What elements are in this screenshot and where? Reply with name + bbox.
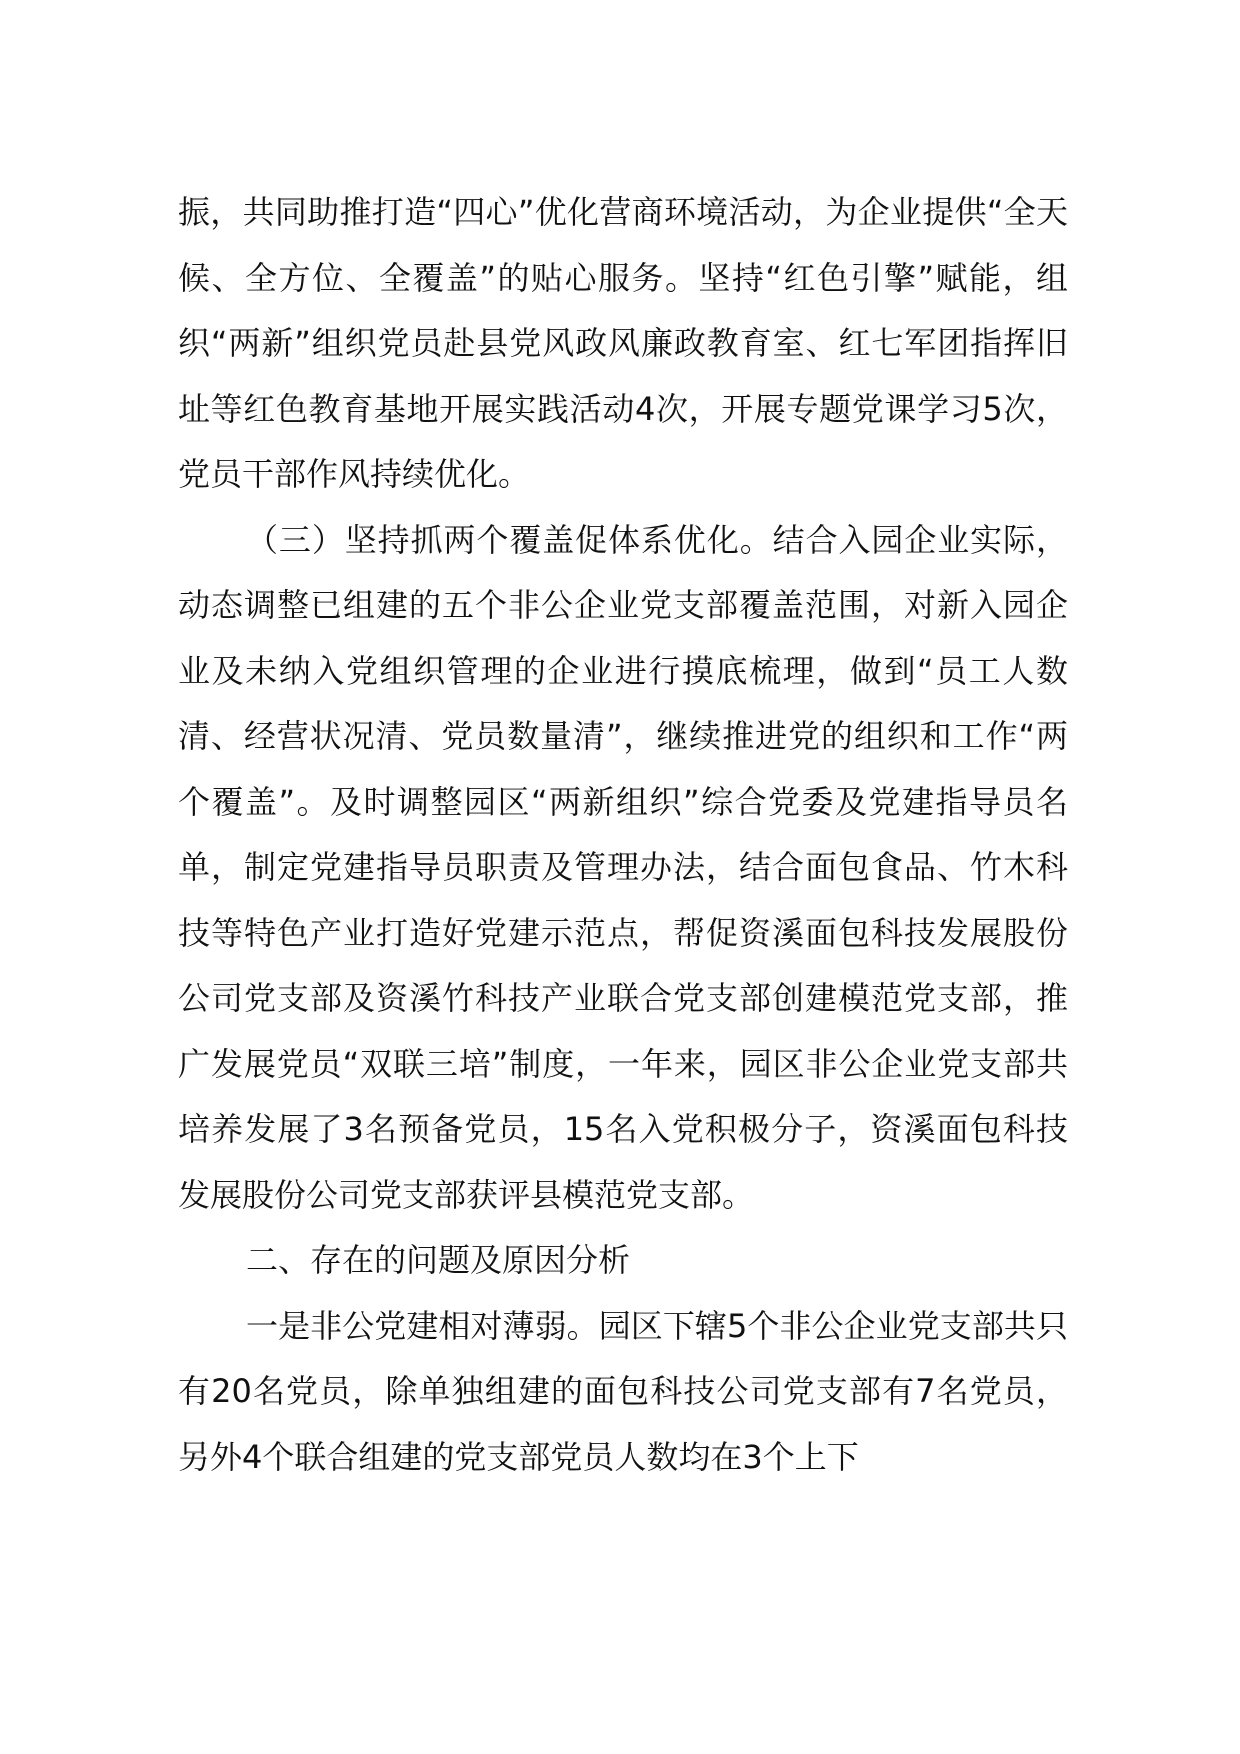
- section-heading-problems: 二、存在的问题及原因分析: [246, 1241, 631, 1279]
- paragraph-section-three: （三）坚持抓两个覆盖促体系优化。结合入园企业实际，动态调整已组建的五个非公企业党支部覆盖范围，对新入园企业及未纳入党组织管理的企业进行摸底梳理，做到“员工人数清、经营状况清、党员数量清”，继续推进党的组织和工作“两个覆盖”。及时调整园区“两新组织”综合党委及党建指导员名单，制定党建指导员职责及管理办法，结合面包食品、竹木科技等特色产业打造好党建示范点，帮促资溪面包科技发展股份公司党支部及资溪竹科技产业联合党支部创建模范党支部，推广发展党员“双联三培”制度，一年来，园区非公企业党支部共培养发展了3名预备党员，15名入党积极分子，资溪面包科技发展股份公司党支部获评县模范党支部。: [178, 520, 1068, 1214]
- document-body: [178, 180, 1068, 1490]
- paragraph-problem-one: 一是非公党建相对薄弱。园区下辖5个非公企业党支部共只有20名党员，除单独组建的面包科技公司党支部有7名党员，另外4个联合组建的党支部党员人数均在3个上下: [178, 1306, 1068, 1476]
- paragraph-continuation: 振，共同助推打造“四心”优化营商环境活动，为企业提供“全天候、全方位、全覆盖”的贴心服务。坚持“红色引擎”赋能，组织“两新”组织党员赴县党风政风廉政教育室、红七军团指挥旧址等红色教育基地开展实践活动4次，开展专题党课学习5次，党员干部作风持续优化。: [178, 193, 1068, 493]
